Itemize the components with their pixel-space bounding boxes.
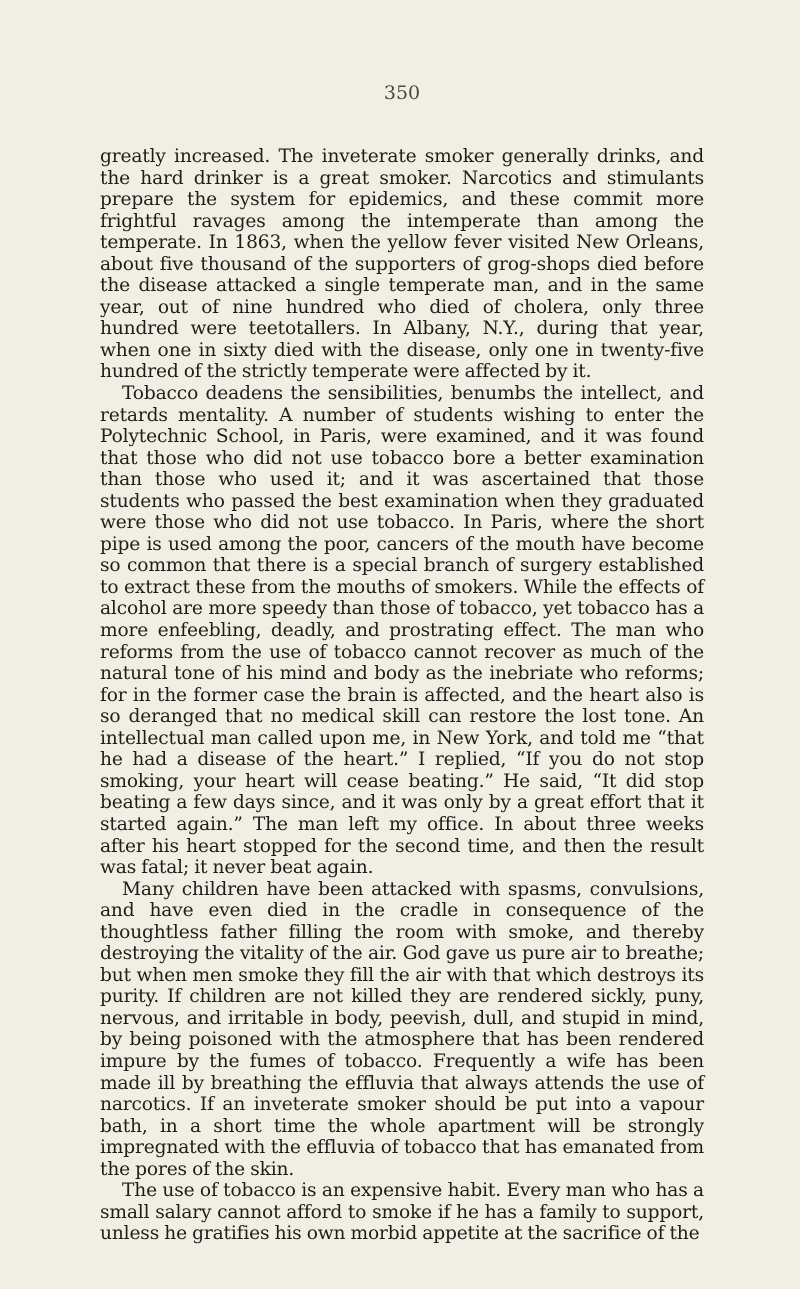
paragraph-intemperance-epidemics: greatly increased. The inveterate smoker generally drinks, and the hard drinker is a great smoker. Narcotics and stimulants prepare the system for epidemics, and these commit more frightful ravages among the intemperate than among the temperate. In 1863, when the yellow fever visited New Orleans, about five thousand of the supporters of grog-shops died before the disease attacked a single temperate man, and in the same year, out of nine hundred who died of cholera, only three hundred were teetotallers. In Albany, N.Y., during that year, when one in sixty died with the disease, only one in twenty-five hundred of the strictly temperate were affected by it. xyxy=(100,146,704,383)
paragraph-children-smoke: Many children have been attacked with spasms, convulsions, and have even died in the cradle in consequence of the thoughtless father filling the room with smoke, and thereby destroying the vitality of the air. God gave us pure air to breathe; but when men smoke they fill the air with that which destroys its purity. If children are not killed they are rendered sickly, puny, nervous, and irritable in body, peevish, dull, and stupid in mind, by being poisoned with the atmosphere that has been rendered impure by the fumes of tobacco. Frequently a wife has been made ill by breathing the effluvia that always attends the use of narcotics. If an inveterate smoker should be put into a vapour bath, in a short time the whole apartment will be strongly impregnated with the effluvia of tobacco that has emanated from the pores of the skin. xyxy=(100,878,704,1180)
paragraph-tobacco-effects: Tobacco deadens the sensibilities, benumbs the intellect, and retards mentality. A number of students wishing to enter the Polytechnic School, in Paris, were examined, and it was found that those who did not use tobacco bore a better examination than those who used it; and it was ascertained that those students who passed the best examination when they graduated were those who did not use tobacco. In Paris, where the short pipe is used among the poor, cancers of the mouth have become so common that there is a special branch of surgery established to extract these from the mouths of smokers. While the effects of alcohol are more speedy than those of tobacco, yet tobacco has a more enfeebling, deadly, and prostrating effect. The man who reforms from the use of tobacco cannot recover as much of the natural tone of his mind and body as the inebriate who reforms; for in the former case the brain is affected, and the heart also is so deranged that no medical skill can restore the lost tone. An intellectual man called upon me, in New York, and told me “that he had a disease of the heart.” I replied, “If you do not stop smoking, your heart will cease beating.” He said, “It did stop beating a few days since, and it was only by a great effort that it started again.” The man left my office. In about three weeks after his heart stopped for the second time, and then the result was fatal; it never beat again. xyxy=(100,383,704,879)
page-number: 350 xyxy=(383,82,421,104)
paragraph-expensive-habit: The use of tobacco is an expensive habit. Every man who has a small salary cannot afford to smoke if he has a family to support, unless he gratifies his own morbid appetite at the sacrifice of the xyxy=(100,1180,704,1245)
page-body-text xyxy=(100,146,704,1245)
